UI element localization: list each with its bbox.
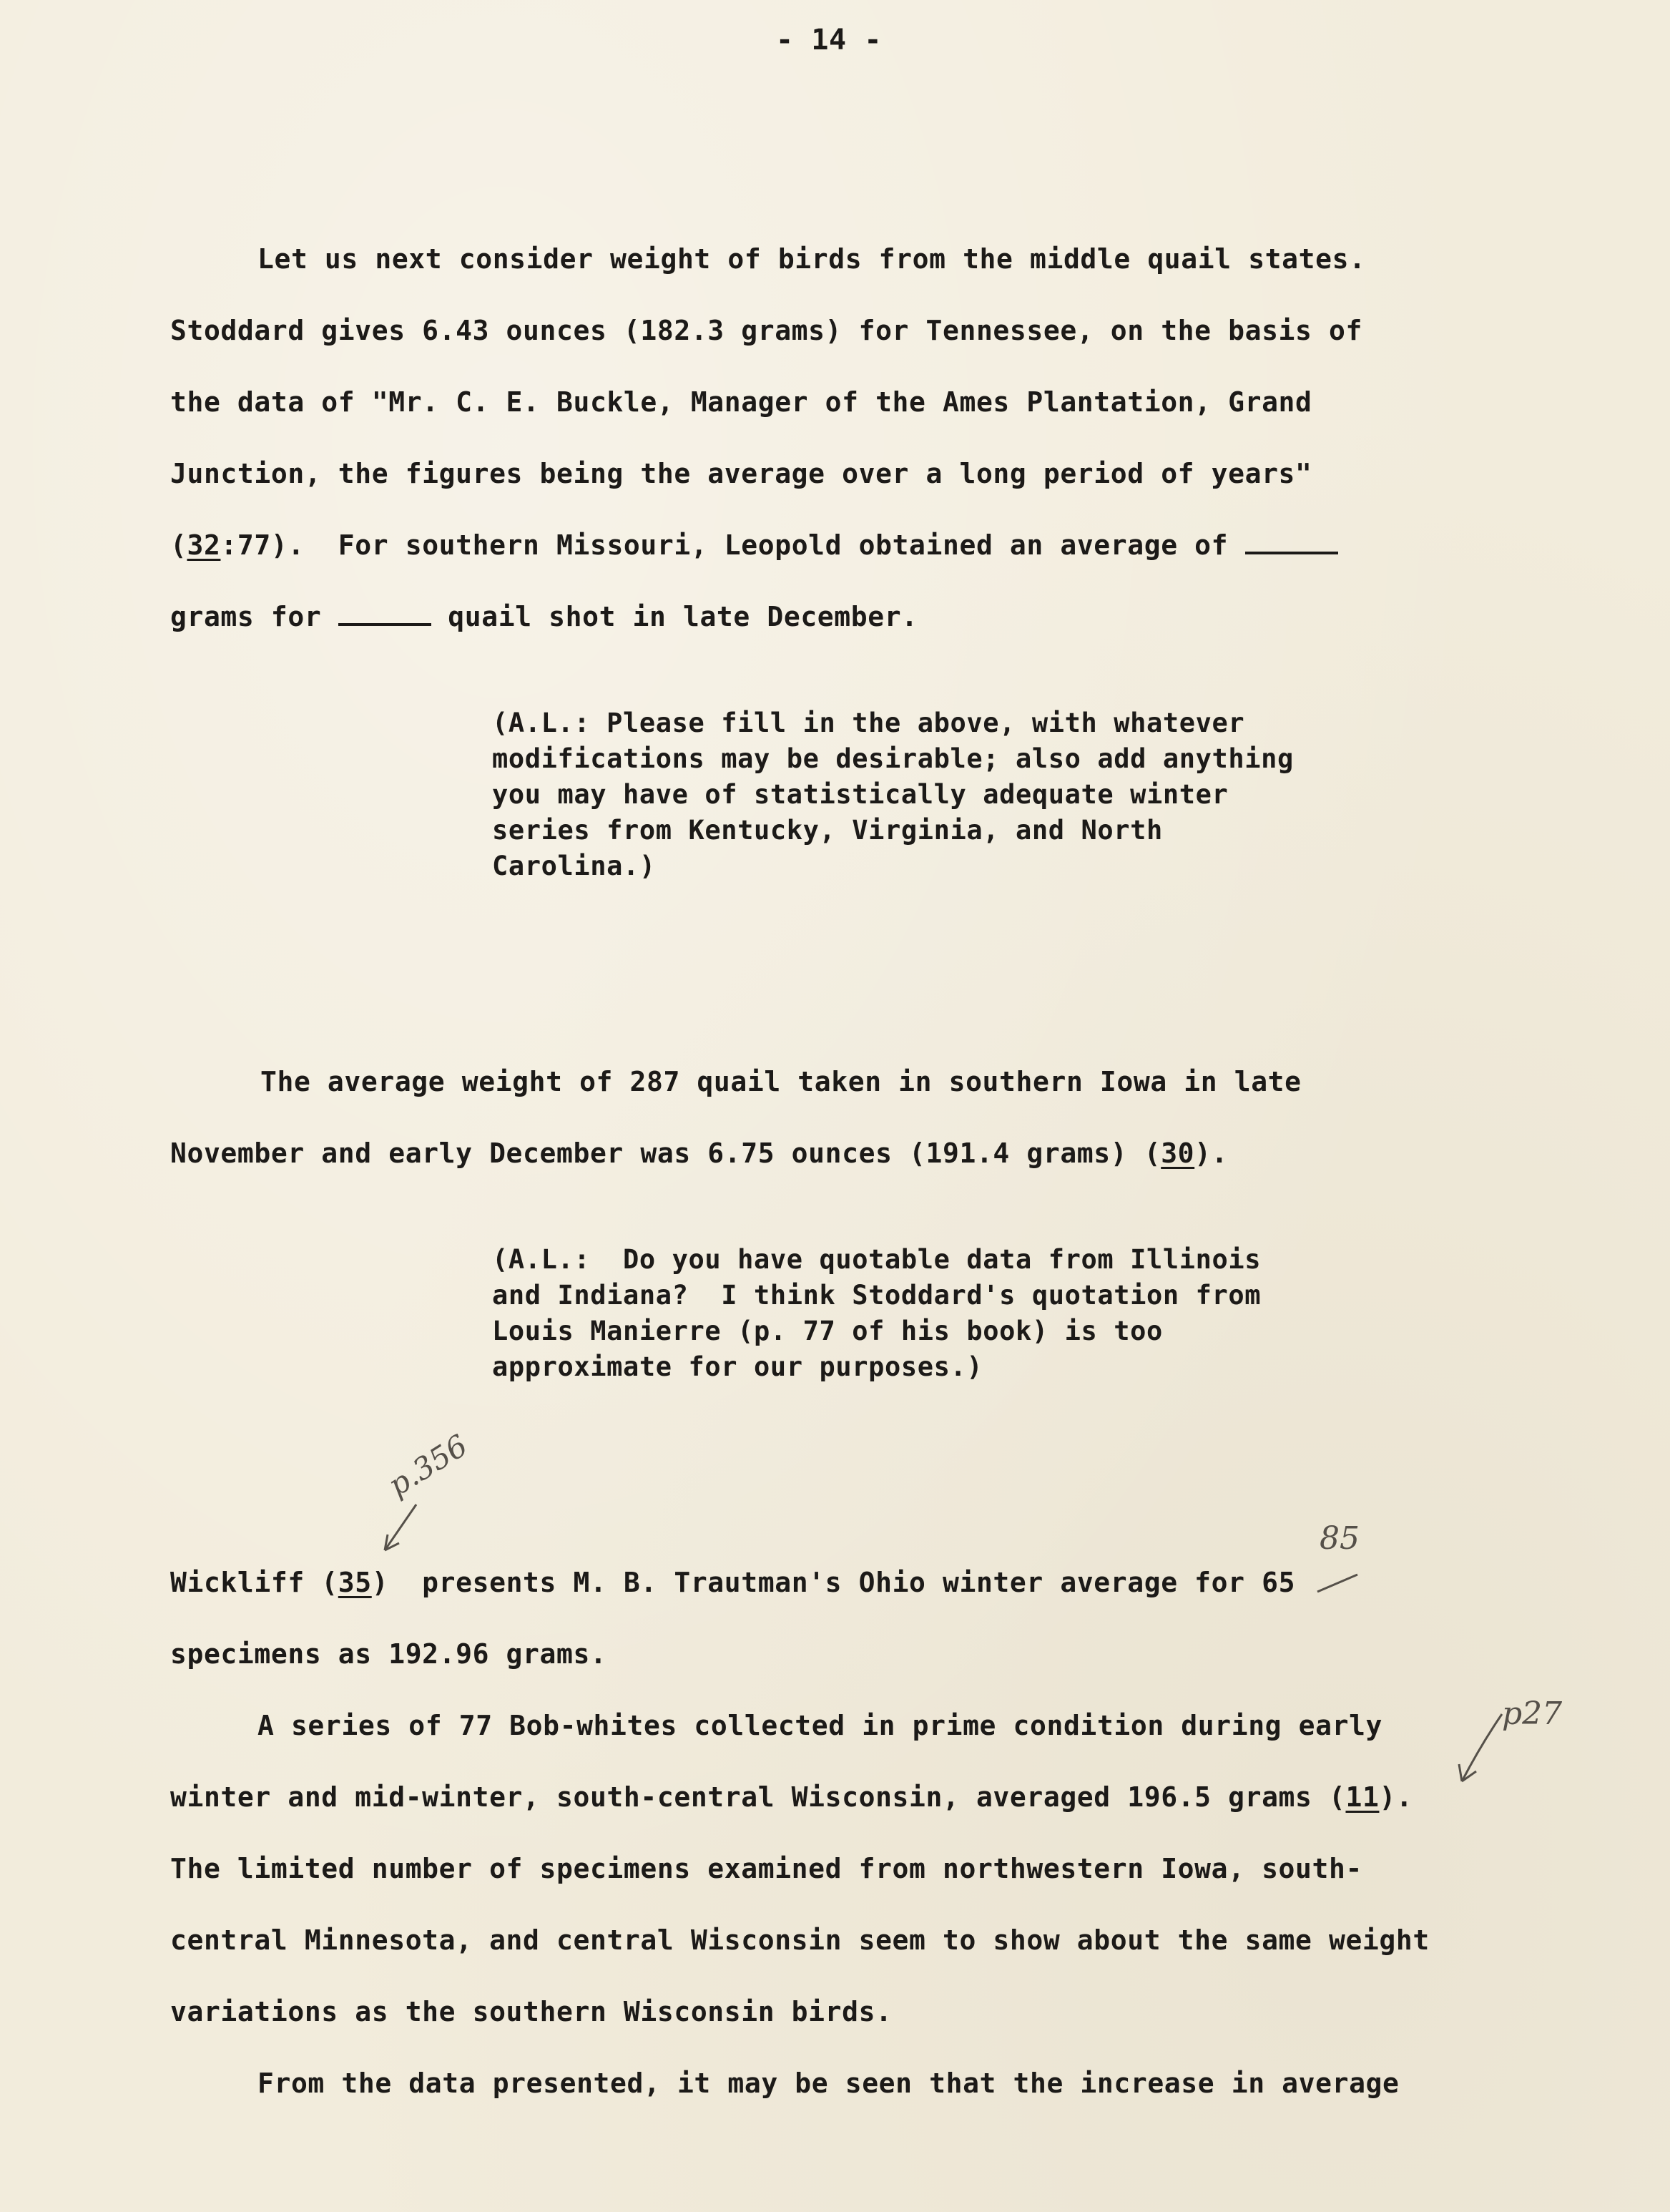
page-number: - 14 -: [776, 24, 883, 57]
text-line: Junction, the figures being the average over a long period of years": [170, 458, 1312, 489]
note-line: Louis Manierre (p. 77 of his book) is too: [492, 1316, 1163, 1346]
text-line: Stoddard gives 6.43 ounces (182.3 grams) for Tennessee, on the basis of: [170, 315, 1362, 346]
text-span: :77). For southern Missouri, Leopold obtained an average of: [220, 529, 1229, 561]
text-line: A series of 77 Bob-whites collected in prime condition during early: [257, 1710, 1383, 1741]
note-line: modifications may be desirable; also add anything: [492, 743, 1294, 774]
text-span: ) presents M. B. Trautman's Ohio winter average for: [371, 1567, 1262, 1598]
fill-in-blank: [338, 619, 431, 626]
text-line: (32:77). For southern Missouri, Leopold obtained an average of: [170, 532, 1338, 559]
text-line: [170, 603, 918, 630]
reference-number: 11: [1345, 1781, 1380, 1813]
text-line: [170, 1569, 1295, 1596]
text-line: [170, 1137, 1229, 1169]
note-line: series from Kentucky, Virginia, and North: [492, 815, 1163, 846]
handwritten-page-note: p27: [1502, 1695, 1563, 1732]
text-line: variations as the southern Wisconsin birds.: [170, 1996, 893, 2027]
text-span: grams for: [170, 601, 322, 632]
reference-number: 32: [187, 529, 221, 561]
handwritten-arrow-icon: [372, 1499, 429, 1563]
handwritten-arrow-icon: [1445, 1710, 1509, 1788]
text-span: ).: [1379, 1781, 1413, 1813]
text-line: [170, 1783, 1413, 1811]
note-line: (A.L.: Do you have quotable data from Illinois: [492, 1244, 1262, 1275]
struck-number: 65: [1262, 1567, 1296, 1598]
text-span: winter and mid-winter, south-central Wisconsin, averaged 196.5 grams (: [170, 1781, 1346, 1813]
text-line: central Minnesota, and central Wisconsin seem to show about the same weight: [170, 1924, 1430, 1956]
handwritten-correction: 85: [1320, 1520, 1360, 1557]
text-line: The average weight of 287 quail taken in southern Iowa in late: [260, 1066, 1302, 1097]
note-line: (A.L.: Please fill in the above, with whatever: [492, 708, 1245, 738]
text-line: specimens as 192.96 grams.: [170, 1638, 607, 1670]
text-line: From the data presented, it may be seen that the increase in average: [257, 2067, 1400, 2099]
text-line: Let us next consider weight of birds from the middle quail states.: [257, 243, 1366, 275]
text-span: quail shot in late December.: [448, 601, 918, 632]
note-line: and Indiana? I think Stoddard's quotation from: [492, 1280, 1262, 1311]
reference-number: 30: [1161, 1137, 1195, 1169]
text-line: The limited number of specimens examined from northwestern Iowa, south-: [170, 1853, 1362, 1884]
note-line: Carolina.): [492, 851, 656, 881]
note-line: approximate for our purposes.): [492, 1351, 983, 1382]
text-span: November and early December was 6.75 ounces (191.4 grams) (: [170, 1137, 1161, 1169]
handwritten-page-note: p.356: [382, 1427, 474, 1503]
text-line: the data of "Mr. C. E. Buckle, Manager of the Ames Plantation, Grand: [170, 386, 1312, 418]
text-span: Wickliff (: [170, 1567, 338, 1598]
fill-in-blank: [1245, 547, 1338, 554]
note-line: you may have of statistically adequate winter: [492, 779, 1229, 810]
text-span: ).: [1194, 1137, 1229, 1169]
strike-mark: [1315, 1570, 1365, 1599]
reference-number: 35: [338, 1567, 372, 1598]
